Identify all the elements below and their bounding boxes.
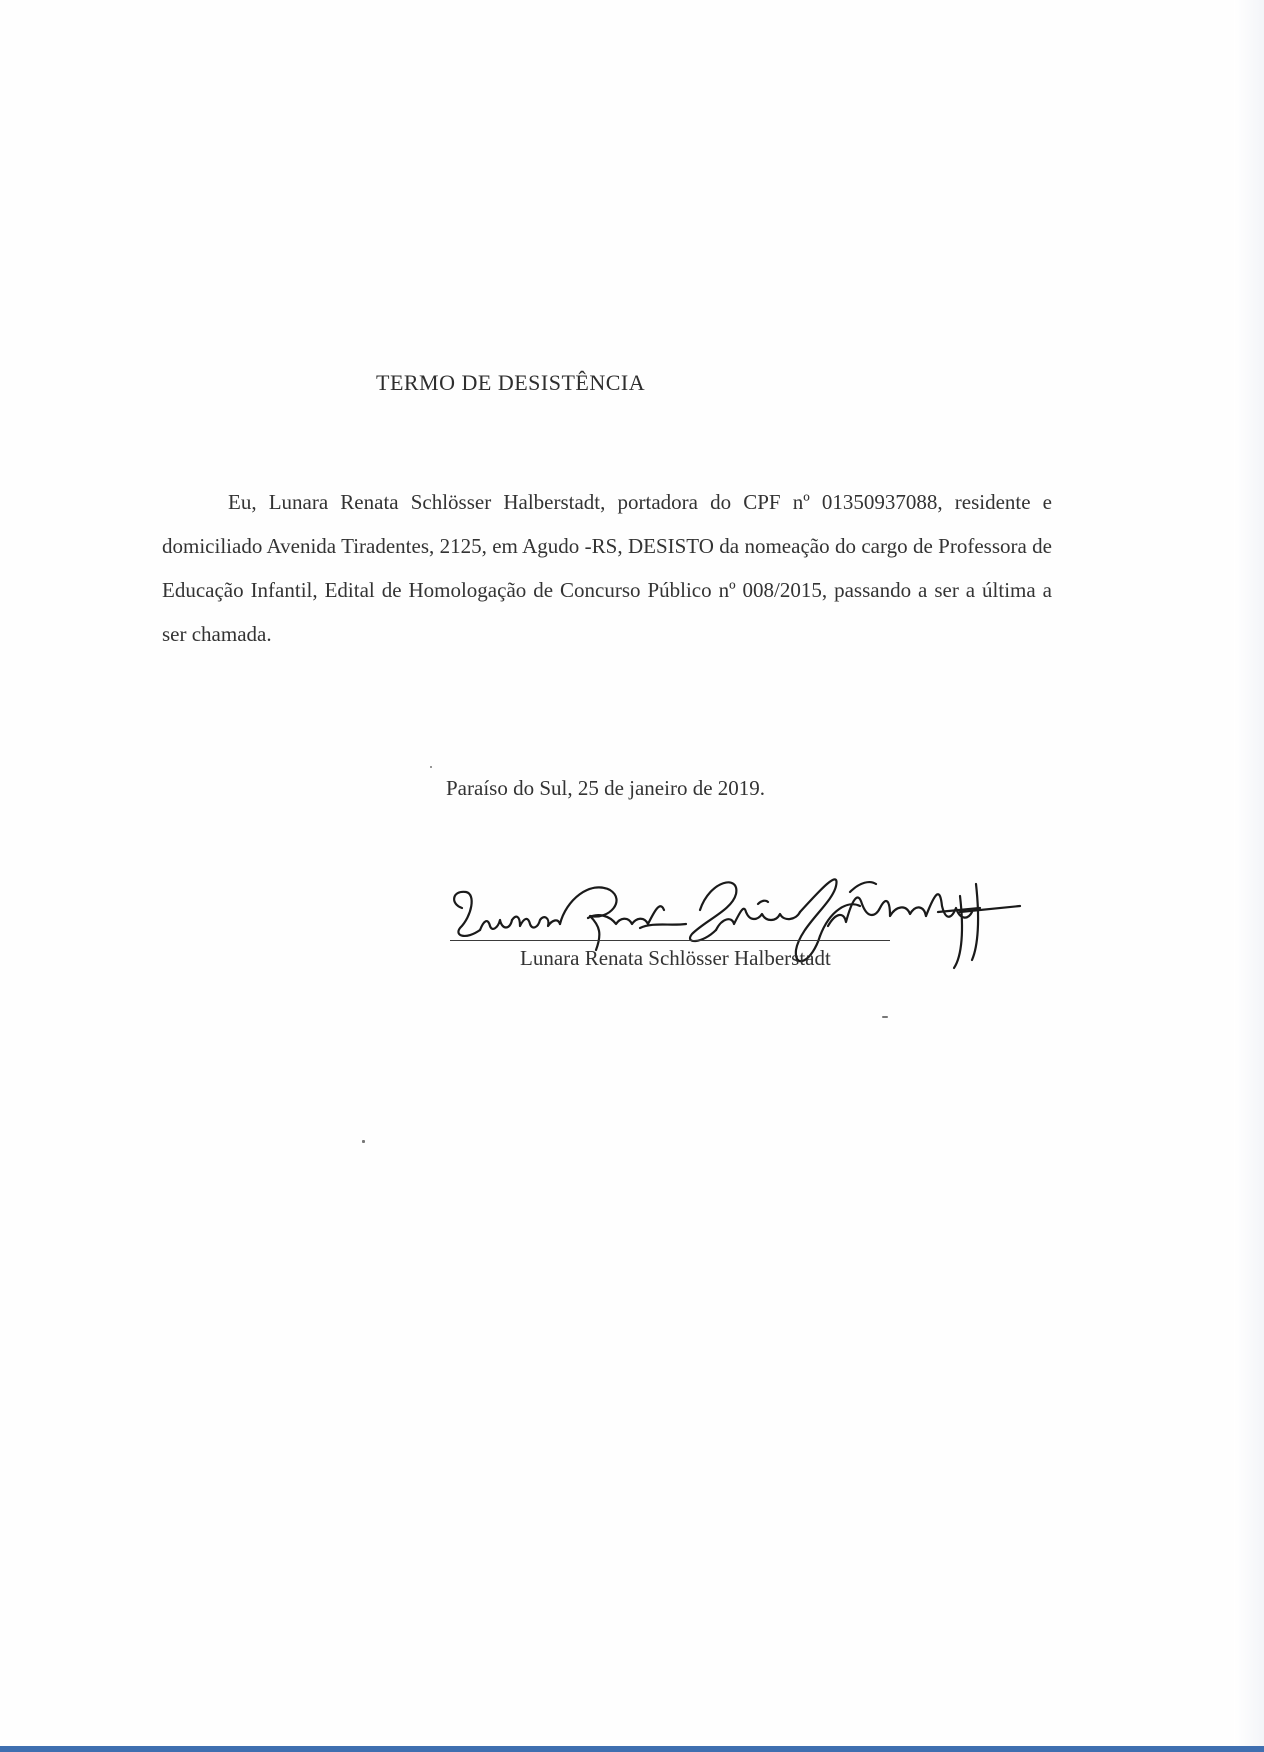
scan-speck	[430, 766, 432, 768]
scan-speck	[362, 1140, 365, 1143]
scan-edge-right	[1234, 0, 1264, 1752]
signature-block	[440, 860, 1080, 990]
body-paragraph-text: Eu, Lunara Renata Schlösser Halberstadt, portadora do CPF nº 01350937088, residente e domiciliado Avenida Tiradentes, 2125, em Agudo -RS, DESISTO da nomeação do cargo de Professora de Educação Infantil, Edital de Homologação de Concurso Público nº 008/2015, passando a ser a última a ser chamada.	[162, 490, 1052, 646]
scan-speck	[882, 1016, 888, 1018]
document-title: TERMO DE DESISTÊNCIA	[376, 370, 646, 395]
body-paragraph	[162, 480, 1052, 656]
scan-edge-bottom	[0, 1746, 1264, 1752]
signer-printed-name: Lunara Renata Schlösser Halberstadt	[520, 946, 831, 970]
date-place-line: Paraíso do Sul, 25 de janeiro de 2019.	[446, 776, 766, 800]
signature-line	[450, 940, 890, 941]
